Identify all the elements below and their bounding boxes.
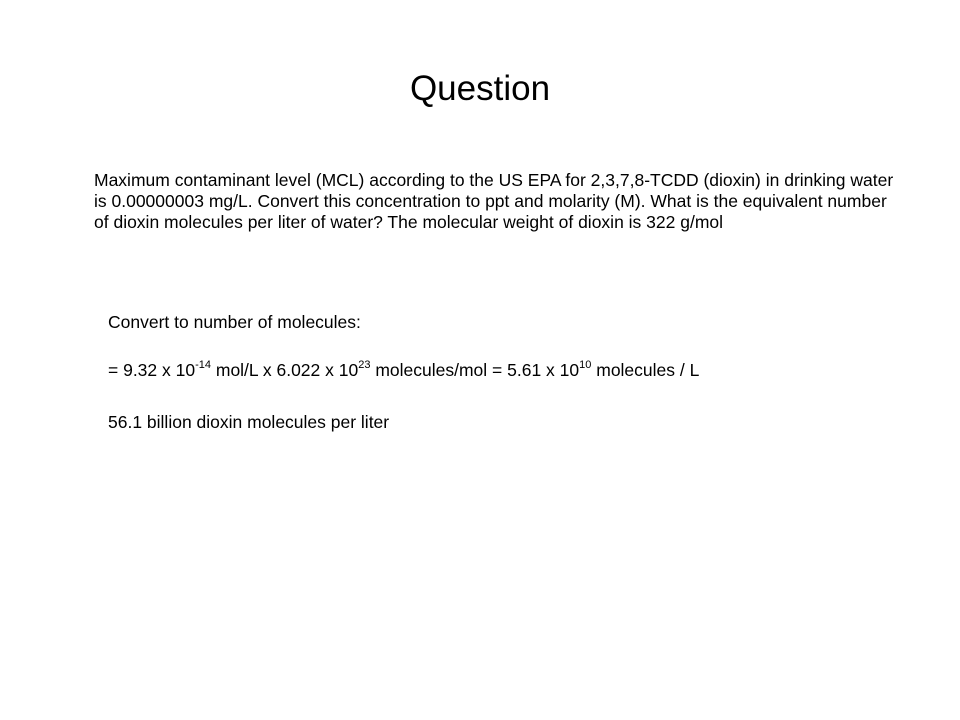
- equation-part-3: molecules/mol = 5.61 x 10: [370, 360, 580, 380]
- conclusion-text: 56.1 billion dioxin molecules per liter: [108, 412, 390, 432]
- step-heading: Convert to number of molecules:: [108, 312, 361, 332]
- exponent-1: -14: [195, 359, 211, 372]
- exponent-3: 10: [579, 359, 592, 372]
- equation-part-4: molecules / L: [591, 360, 700, 380]
- equation-part-1: = 9.32 x 10: [108, 360, 196, 380]
- slide-title: Question: [409, 69, 551, 108]
- equation-part-2: mol/L x 6.022 x 10: [211, 360, 359, 380]
- exponent-2: 23: [358, 359, 371, 372]
- molecule-calculation: [108, 359, 699, 381]
- question-paragraph: Maximum contaminant level (MCL) according to the US EPA for 2,3,7,8-TCDD (dioxin) in drinking water is 0.00000003 mg/L. Convert this concentration to ppt and molarity (M). What is the equivalent number of dioxin molecules per liter of water? The molecular weight of dioxin is 322 g/mol: [94, 170, 894, 232]
